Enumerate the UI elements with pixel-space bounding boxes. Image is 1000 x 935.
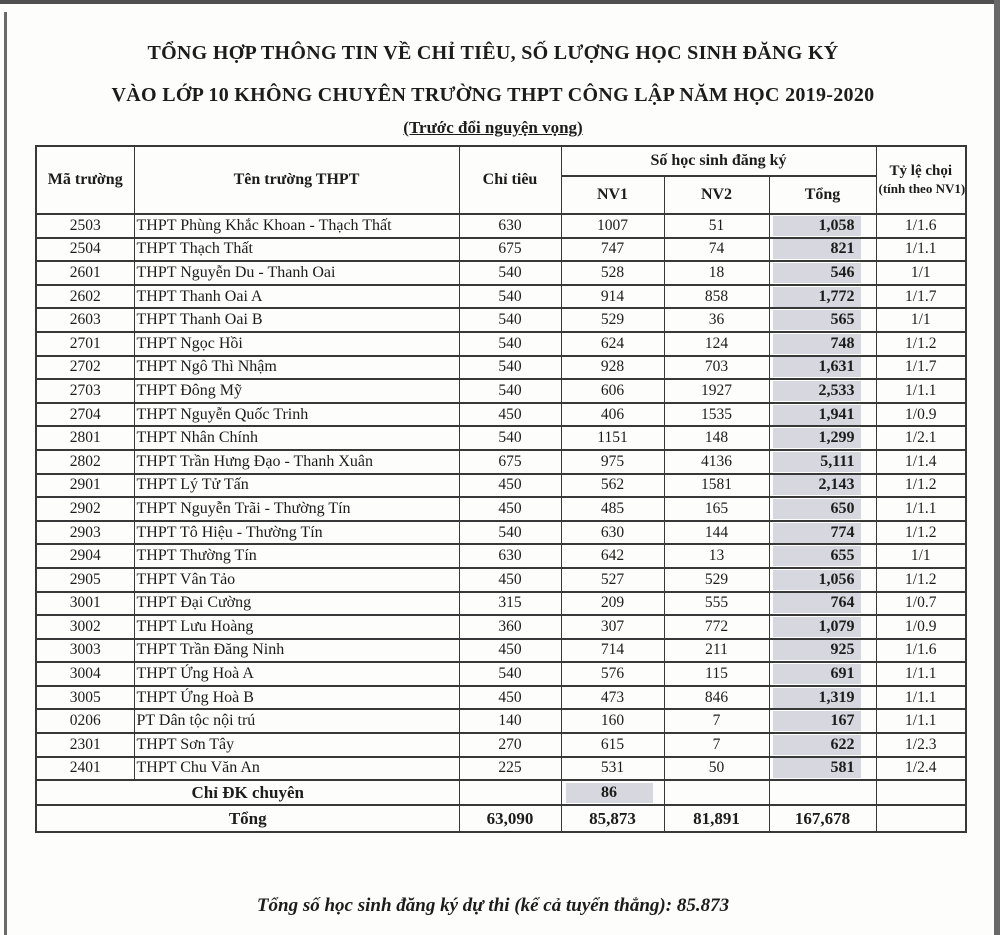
- total-cell: 691: [769, 662, 876, 686]
- table-row: [36, 308, 966, 332]
- ratio-cell: 1/2.1: [876, 426, 966, 450]
- school-name-cell: THPT Ứng Hoà B: [134, 686, 459, 710]
- table-row: [36, 497, 966, 521]
- ratio-cell: 1/1.1: [876, 662, 966, 686]
- school-code-cell: 2901: [36, 474, 134, 498]
- ratio-cell: 1/1.6: [876, 639, 966, 663]
- nv2-cell: 18: [664, 261, 769, 285]
- specialized-nv1-cell: 86: [561, 780, 664, 805]
- nv2-cell: 148: [664, 426, 769, 450]
- table-row: [36, 733, 966, 757]
- table-row: [36, 592, 966, 616]
- nv2-cell: 703: [664, 356, 769, 380]
- school-code-cell: 2602: [36, 285, 134, 309]
- document-title: [0, 32, 986, 116]
- table-row: [36, 709, 966, 733]
- school-name-cell: THPT Ngọc Hồi: [134, 332, 459, 356]
- total-cell: 821: [769, 238, 876, 262]
- nv1-cell: 529: [561, 308, 664, 332]
- school-code-cell: 2902: [36, 497, 134, 521]
- nv1-cell: 714: [561, 639, 664, 663]
- quota-cell: 270: [459, 733, 561, 757]
- total-cell: 622: [769, 733, 876, 757]
- ratio-cell: 1/1.2: [876, 474, 966, 498]
- quota-cell: 540: [459, 261, 561, 285]
- quota-cell: 360: [459, 615, 561, 639]
- quota-cell: 450: [459, 568, 561, 592]
- nv2-cell: 529: [664, 568, 769, 592]
- quota-cell: 540: [459, 356, 561, 380]
- ratio-cell: 1/1.1: [876, 379, 966, 403]
- nv2-cell: 1581: [664, 474, 769, 498]
- empty-cell: [876, 780, 966, 805]
- nv1-cell: 1151: [561, 426, 664, 450]
- header-registered-group: Số học sinh đăng ký: [561, 146, 876, 176]
- nv1-cell: 975: [561, 450, 664, 474]
- scan-edge-top: [0, 0, 1000, 4]
- quota-cell: 540: [459, 426, 561, 450]
- nv1-cell: 914: [561, 285, 664, 309]
- nv1-cell: 562: [561, 474, 664, 498]
- empty-cell: [459, 780, 561, 805]
- nv2-cell: 7: [664, 709, 769, 733]
- footer-summary-note: Tổng số học sinh đăng ký dự thi (kể cả tuyển thẳng): 85.873: [256, 895, 730, 916]
- school-name-cell: THPT Trần Hưng Đạo - Thanh Xuân: [134, 450, 459, 474]
- total-cell: 2,533: [769, 379, 876, 403]
- nv2-cell: 858: [664, 285, 769, 309]
- school-code-cell: 2801: [36, 426, 134, 450]
- total-cell: 764: [769, 592, 876, 616]
- quota-cell: 450: [459, 686, 561, 710]
- ratio-cell: 1/1.2: [876, 521, 966, 545]
- header-ratio: [876, 146, 966, 214]
- school-name-cell: THPT Tô Hiệu - Thường Tín: [134, 521, 459, 545]
- school-code-cell: 3004: [36, 662, 134, 686]
- ratio-cell: 1/2.4: [876, 757, 966, 781]
- total-cell: 1,056: [769, 568, 876, 592]
- empty-cell: [769, 780, 876, 805]
- nv1-cell: 531: [561, 757, 664, 781]
- nv1-cell: 642: [561, 544, 664, 568]
- school-name-cell: THPT Thạch Thất: [134, 238, 459, 262]
- quota-cell: 450: [459, 474, 561, 498]
- ratio-cell: 1/0.7: [876, 592, 966, 616]
- quota-cell: 540: [459, 662, 561, 686]
- nv2-cell: 74: [664, 238, 769, 262]
- school-code-cell: 3001: [36, 592, 134, 616]
- school-name-cell: THPT Vân Tảo: [134, 568, 459, 592]
- total-cell: 655: [769, 544, 876, 568]
- nv2-cell: 772: [664, 615, 769, 639]
- school-name-cell: THPT Sơn Tây: [134, 733, 459, 757]
- total-cell: 1,079: [769, 615, 876, 639]
- header-school-code: Mã trường: [36, 146, 134, 214]
- nv2-cell: 124: [664, 332, 769, 356]
- table-row: [36, 332, 966, 356]
- nv1-cell: 630: [561, 521, 664, 545]
- nv2-cell: 1927: [664, 379, 769, 403]
- table-row: [36, 615, 966, 639]
- nv2-cell: 211: [664, 639, 769, 663]
- quota-cell: 225: [459, 757, 561, 781]
- nv1-cell: 528: [561, 261, 664, 285]
- ratio-cell: 1/1: [876, 544, 966, 568]
- school-name-cell: THPT Chu Văn An: [134, 757, 459, 781]
- scan-edge-right: [994, 0, 1000, 935]
- specialized-row-label: Chỉ ĐK chuyên: [36, 780, 459, 805]
- school-code-cell: 2603: [36, 308, 134, 332]
- ratio-cell: 1/2.3: [876, 733, 966, 757]
- table-row: [36, 285, 966, 309]
- header-school-name: Tên trường THPT: [134, 146, 459, 214]
- grand-total-label: Tổng: [36, 805, 459, 832]
- empty-cell: [664, 780, 769, 805]
- table-row: [36, 757, 966, 781]
- school-name-cell: THPT Thanh Oai B: [134, 308, 459, 332]
- table-row: [36, 521, 966, 545]
- school-name-cell: THPT Đại Cường: [134, 592, 459, 616]
- table-body: [36, 214, 966, 780]
- nv1-cell: 615: [561, 733, 664, 757]
- quota-cell: 315: [459, 592, 561, 616]
- school-name-cell: THPT Nguyễn Du - Thanh Oai: [134, 261, 459, 285]
- table-row: [36, 639, 966, 663]
- total-cell: 5,111: [769, 450, 876, 474]
- table-row: [36, 356, 966, 380]
- school-name-cell: THPT Nhân Chính: [134, 426, 459, 450]
- school-name-cell: THPT Đông Mỹ: [134, 379, 459, 403]
- ratio-cell: 1/1.7: [876, 356, 966, 380]
- total-cell: 581: [769, 757, 876, 781]
- nv2-cell: 846: [664, 686, 769, 710]
- quota-cell: 540: [459, 379, 561, 403]
- nv1-cell: 928: [561, 356, 664, 380]
- school-name-cell: PT Dân tộc nội trú: [134, 709, 459, 733]
- ratio-cell: 1/1.4: [876, 450, 966, 474]
- ratio-cell: 1/1.1: [876, 497, 966, 521]
- document-subtitle: (Trước đổi nguyện vọng): [403, 118, 583, 137]
- ratio-cell: 1/0.9: [876, 403, 966, 427]
- quota-cell: 675: [459, 450, 561, 474]
- quota-cell: 540: [459, 332, 561, 356]
- grand-total-nv1: 85,873: [561, 805, 664, 832]
- school-code-cell: 3005: [36, 686, 134, 710]
- table-row: [36, 686, 966, 710]
- table-row: [36, 214, 966, 238]
- quota-cell: 450: [459, 497, 561, 521]
- school-name-cell: THPT Phùng Khắc Khoan - Thạch Thất: [134, 214, 459, 238]
- quota-cell: 630: [459, 214, 561, 238]
- ratio-cell: 1/1.6: [876, 214, 966, 238]
- nv1-cell: 527: [561, 568, 664, 592]
- header-ratio-sub: (tính theo NV1): [878, 181, 966, 196]
- total-cell: 650: [769, 497, 876, 521]
- school-code-cell: 2503: [36, 214, 134, 238]
- total-cell: 1,941: [769, 403, 876, 427]
- scan-edge-left: [4, 12, 7, 935]
- nv1-cell: 485: [561, 497, 664, 521]
- nv2-cell: 51: [664, 214, 769, 238]
- header-nv1: NV1: [561, 176, 664, 214]
- total-cell: 925: [769, 639, 876, 663]
- nv2-cell: 555: [664, 592, 769, 616]
- nv2-cell: 165: [664, 497, 769, 521]
- total-cell: 1,631: [769, 356, 876, 380]
- nv2-cell: 36: [664, 308, 769, 332]
- quota-cell: 630: [459, 544, 561, 568]
- grand-total-quota: 63,090: [459, 805, 561, 832]
- total-cell: 748: [769, 332, 876, 356]
- ratio-cell: 1/1.1: [876, 238, 966, 262]
- table-row: [36, 662, 966, 686]
- table-row: [36, 544, 966, 568]
- nv2-cell: 7: [664, 733, 769, 757]
- total-cell: 1,319: [769, 686, 876, 710]
- ratio-cell: 1/1.7: [876, 285, 966, 309]
- nv1-cell: 747: [561, 238, 664, 262]
- grand-total-sum: 167,678: [769, 805, 876, 832]
- total-cell: 565: [769, 308, 876, 332]
- nv1-cell: 606: [561, 379, 664, 403]
- school-code-cell: 3002: [36, 615, 134, 639]
- school-name-cell: THPT Ứng Hoà A: [134, 662, 459, 686]
- ratio-cell: 1/1: [876, 261, 966, 285]
- school-code-cell: 2903: [36, 521, 134, 545]
- header-nv2: NV2: [664, 176, 769, 214]
- ratio-cell: 1/0.9: [876, 615, 966, 639]
- nv1-cell: 1007: [561, 214, 664, 238]
- table-row: [36, 238, 966, 262]
- school-name-cell: THPT Nguyễn Quốc Trinh: [134, 403, 459, 427]
- school-name-cell: THPT Lý Tử Tấn: [134, 474, 459, 498]
- total-cell: 774: [769, 521, 876, 545]
- school-code-cell: 2504: [36, 238, 134, 262]
- table-row: [36, 450, 966, 474]
- school-code-cell: 2703: [36, 379, 134, 403]
- nv1-cell: 624: [561, 332, 664, 356]
- nv1-cell: 406: [561, 403, 664, 427]
- school-name-cell: THPT Thường Tín: [134, 544, 459, 568]
- quota-cell: 540: [459, 285, 561, 309]
- total-cell: 167: [769, 709, 876, 733]
- school-name-cell: THPT Nguyễn Trãi - Thường Tín: [134, 497, 459, 521]
- total-cell: 1,772: [769, 285, 876, 309]
- school-code-cell: 3003: [36, 639, 134, 663]
- ratio-cell: 1/1.2: [876, 568, 966, 592]
- total-cell: 1,058: [769, 214, 876, 238]
- total-cell: 546: [769, 261, 876, 285]
- quota-cell: 540: [459, 308, 561, 332]
- grand-total-row: [36, 805, 966, 832]
- school-code-cell: 2905: [36, 568, 134, 592]
- empty-cell: [876, 805, 966, 832]
- ratio-cell: 1/1.1: [876, 686, 966, 710]
- grand-total-nv2: 81,891: [664, 805, 769, 832]
- table-row: [36, 568, 966, 592]
- school-code-cell: 0206: [36, 709, 134, 733]
- school-code-cell: 2702: [36, 356, 134, 380]
- nv1-cell: 576: [561, 662, 664, 686]
- quota-cell: 540: [459, 521, 561, 545]
- school-code-cell: 2301: [36, 733, 134, 757]
- table-row: [36, 426, 966, 450]
- nv2-cell: 13: [664, 544, 769, 568]
- nv1-cell: 209: [561, 592, 664, 616]
- ratio-cell: 1/1: [876, 308, 966, 332]
- enrollment-table: [35, 145, 967, 833]
- nv2-cell: 1535: [664, 403, 769, 427]
- school-code-cell: 2802: [36, 450, 134, 474]
- quota-cell: 450: [459, 403, 561, 427]
- table-row: [36, 261, 966, 285]
- school-code-cell: 2701: [36, 332, 134, 356]
- title-line-2: VÀO LỚP 10 KHÔNG CHUYÊN TRƯỜNG THPT CÔNG LẬP NĂM HỌC 2019-2020: [111, 84, 875, 106]
- school-code-cell: 2401: [36, 757, 134, 781]
- header-ratio-main: Tỷ lệ chọi: [889, 163, 953, 179]
- nv2-cell: 50: [664, 757, 769, 781]
- school-name-cell: THPT Trần Đăng Ninh: [134, 639, 459, 663]
- quota-cell: 450: [459, 639, 561, 663]
- school-name-cell: THPT Lưu Hoàng: [134, 615, 459, 639]
- quota-cell: 675: [459, 238, 561, 262]
- total-cell: 1,299: [769, 426, 876, 450]
- table-row: [36, 403, 966, 427]
- school-name-cell: THPT Ngô Thì Nhậm: [134, 356, 459, 380]
- school-code-cell: 2704: [36, 403, 134, 427]
- specialized-registration-row: [36, 780, 966, 805]
- table-row: [36, 474, 966, 498]
- table-header: [36, 146, 966, 214]
- ratio-cell: 1/1.2: [876, 332, 966, 356]
- school-code-cell: 2601: [36, 261, 134, 285]
- header-total: Tổng: [769, 176, 876, 214]
- ratio-cell: 1/1.1: [876, 709, 966, 733]
- table-summary: [36, 780, 966, 832]
- school-code-cell: 2904: [36, 544, 134, 568]
- table-row: [36, 379, 966, 403]
- quota-cell: 140: [459, 709, 561, 733]
- nv2-cell: 115: [664, 662, 769, 686]
- header-quota: Chỉ tiêu: [459, 146, 561, 214]
- nv2-cell: 4136: [664, 450, 769, 474]
- nv1-cell: 160: [561, 709, 664, 733]
- nv2-cell: 144: [664, 521, 769, 545]
- total-cell: 2,143: [769, 474, 876, 498]
- school-name-cell: THPT Thanh Oai A: [134, 285, 459, 309]
- nv1-cell: 307: [561, 615, 664, 639]
- title-line-1: TỔNG HỢP THÔNG TIN VỀ CHỈ TIÊU, SỐ LƯỢNG HỌC SINH ĐĂNG KÝ: [147, 42, 839, 64]
- nv1-cell: 473: [561, 686, 664, 710]
